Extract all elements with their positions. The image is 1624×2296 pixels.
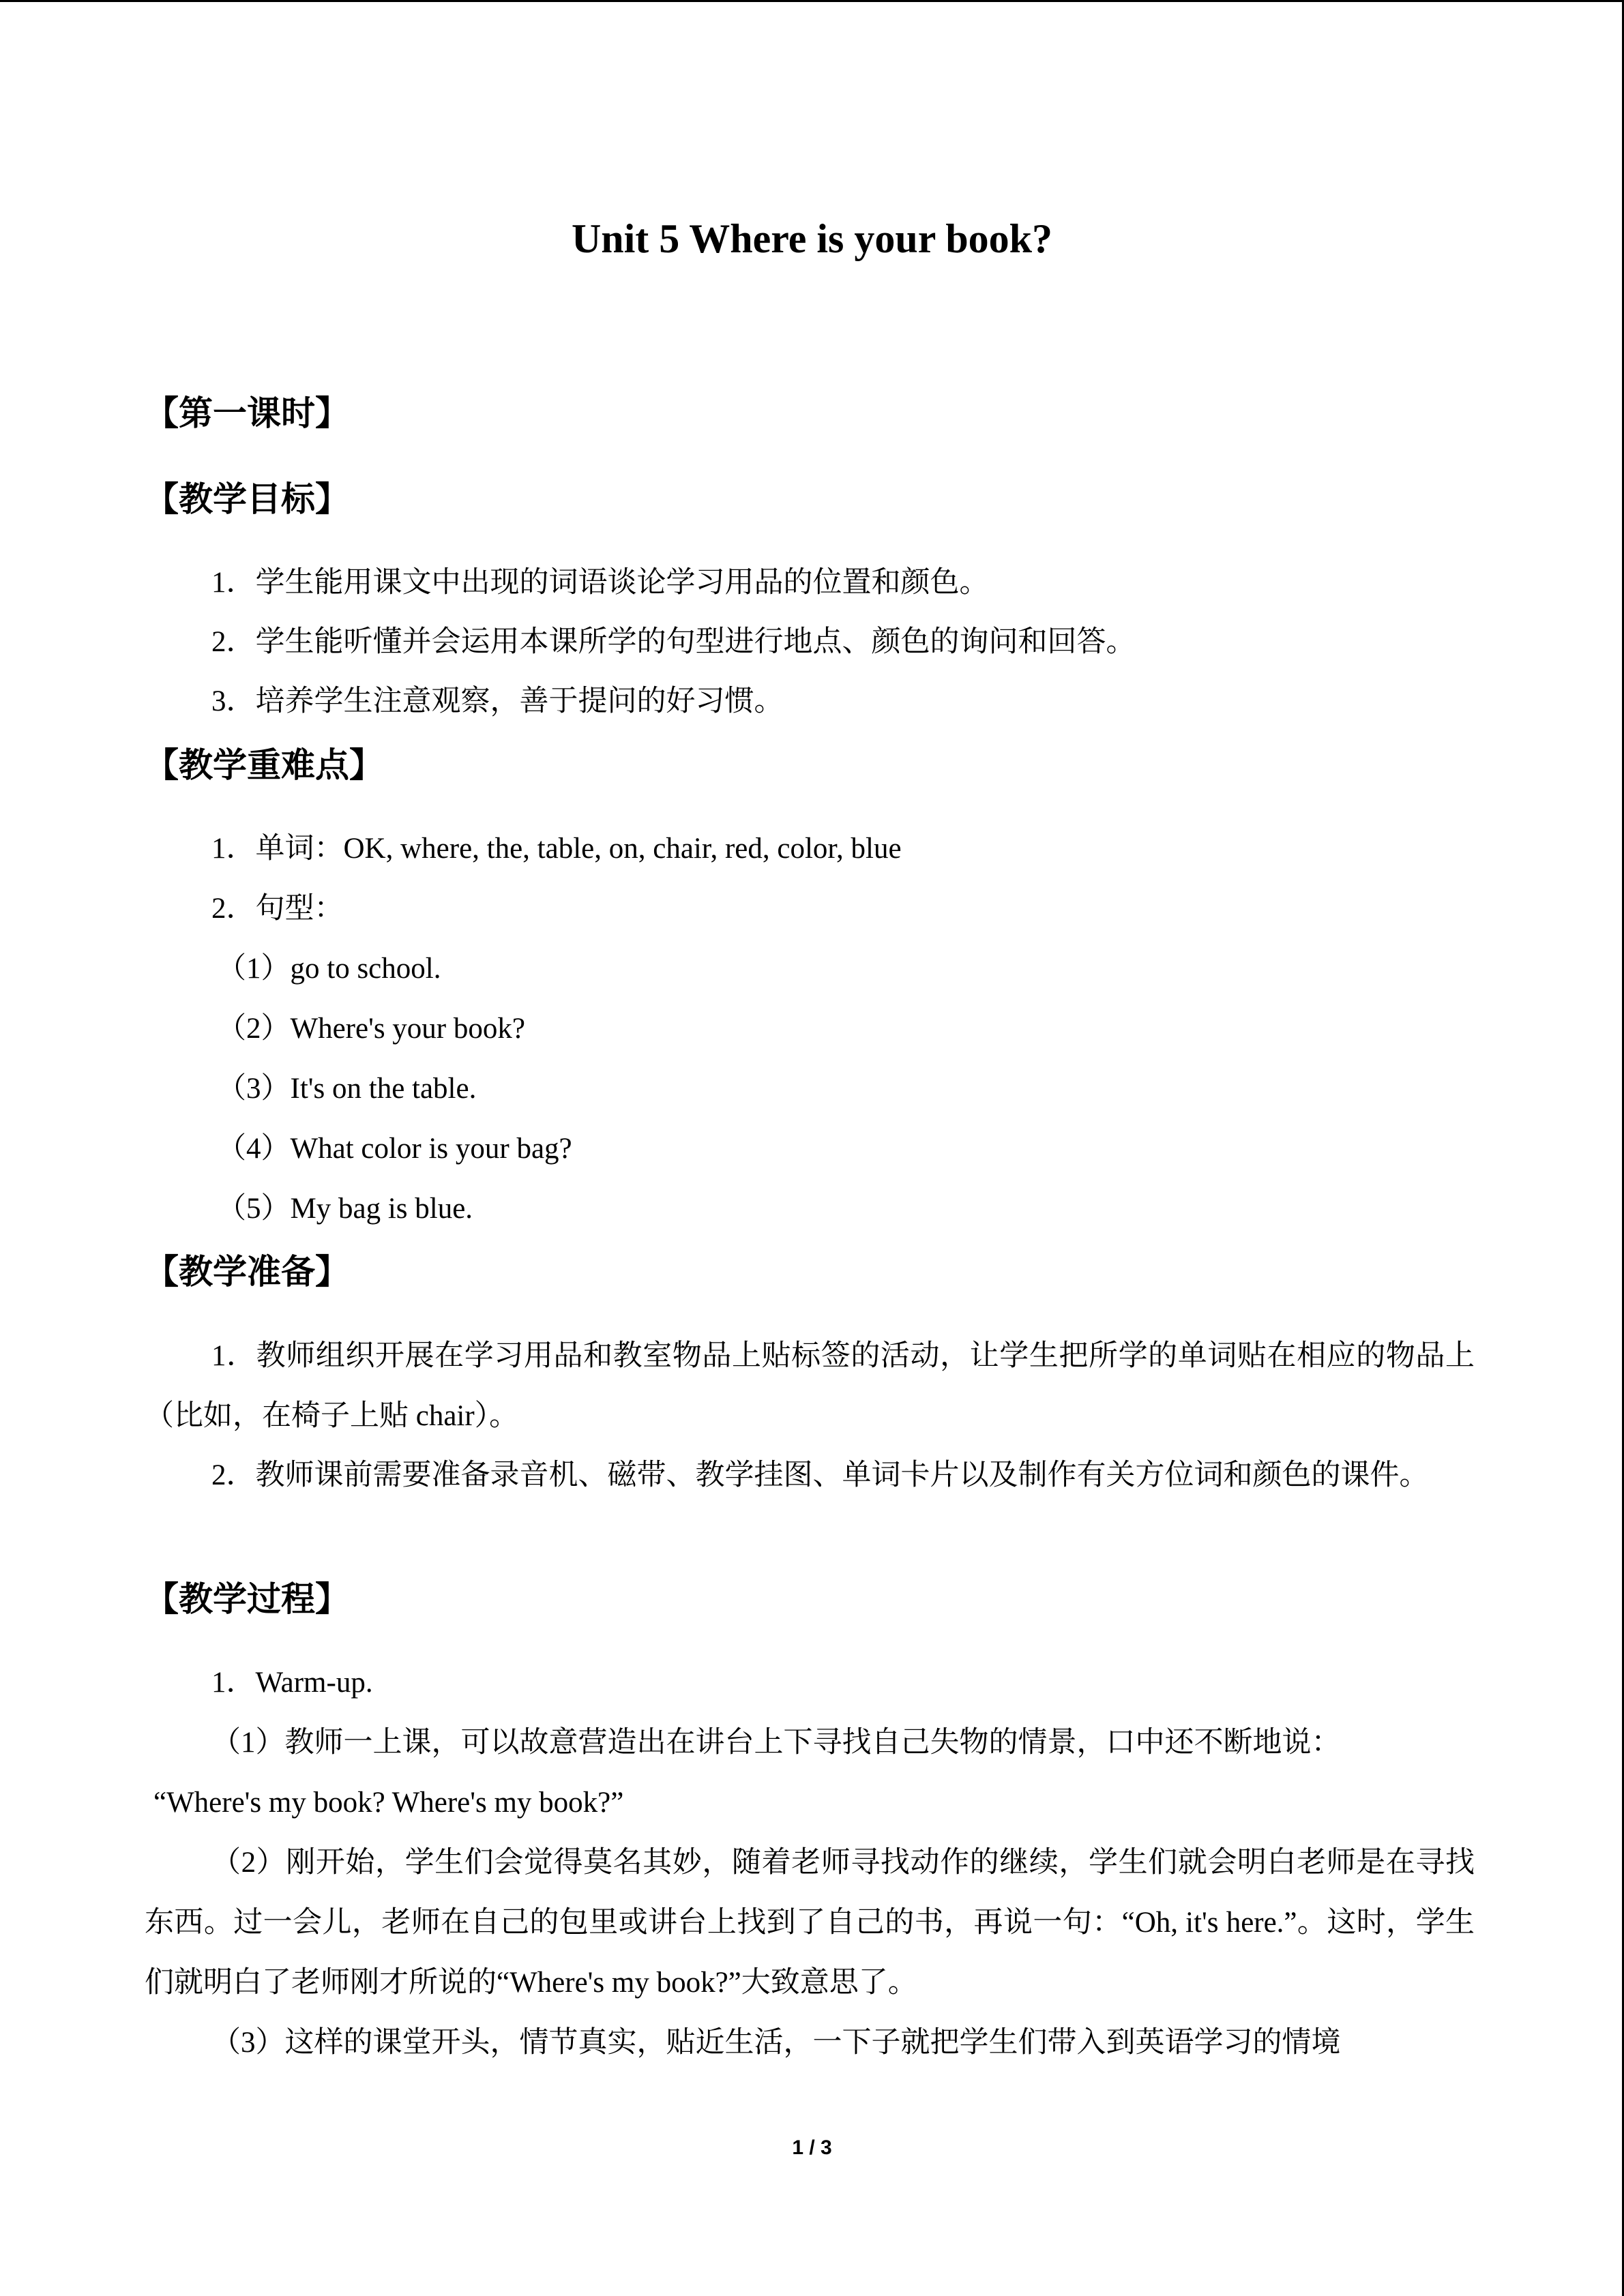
process-paragraph: （2）刚开始，学生们会觉得莫名其妙，随着老师寻找动作的继续，学生们就会明白老师是在寻找东西。过一会儿，老师在自己的包里或讲台上找到了自己的书，再说一句：“Oh, it's here.”。这时，学生们就明白了老师刚才所说的“Where's my book?”大致意思了。 — [145, 1847, 1475, 1999]
objective-item: 3．培养学生注意观察，善于提问的好习惯。 — [211, 685, 784, 717]
document-title: Unit 5 Where is your book? — [571, 216, 1053, 261]
pattern-item: （4）What color is your bag? — [217, 1133, 572, 1165]
pattern-item: （5）My bag is blue. — [217, 1193, 473, 1225]
process-step: 1．Warm-up. — [211, 1667, 373, 1699]
heading-objectives: 【教学目标】 — [145, 479, 349, 519]
preparation-item: 1．教师组织开展在学习用品和教室物品上贴标签的活动，让学生把所学的单词贴在相应的物品上（比如，在椅子上贴 chair）。 — [145, 1340, 1475, 1432]
heading-lesson: 【第一课时】 — [145, 393, 349, 433]
pattern-item: （2）Where's your book? — [217, 1013, 525, 1045]
key-words: 1．单词：OK, where, the, table, on, chair, red, color, blue — [211, 833, 902, 865]
pattern-item: （3）It's on the table. — [217, 1073, 477, 1105]
heading-preparation: 【教学准备】 — [145, 1252, 349, 1292]
patterns-label: 2．句型： — [211, 893, 344, 925]
preparation-item: 2．教师课前需要准备录音机、磁带、教学挂图、单词卡片以及制作有关方位词和颜色的课件。 — [211, 1459, 1429, 1491]
pattern-item: （1）go to school. — [217, 953, 441, 985]
process-paragraph-continued: “Where's my book? Where's my book?” — [153, 1787, 624, 1819]
process-paragraph: （1）教师一上课，可以故意营造出在讲台上下寻找自己失物的情景，口中还不断地说： — [211, 1727, 1341, 1759]
heading-key-points: 【教学重难点】 — [145, 745, 383, 785]
process-paragraph: （3）这样的课堂开头，情节真实，贴近生活，一下子就把学生们带入到英语学习的情境 — [211, 2027, 1341, 2059]
page-number: 1 / 3 — [792, 2136, 832, 2159]
objective-item: 1．学生能用课文中出现的词语谈论学习用品的位置和颜色。 — [211, 567, 989, 599]
objective-item: 2．学生能听懂并会运用本课所学的句型进行地点、颜色的询问和回答。 — [211, 626, 1136, 658]
heading-process: 【教学过程】 — [145, 1579, 349, 1619]
